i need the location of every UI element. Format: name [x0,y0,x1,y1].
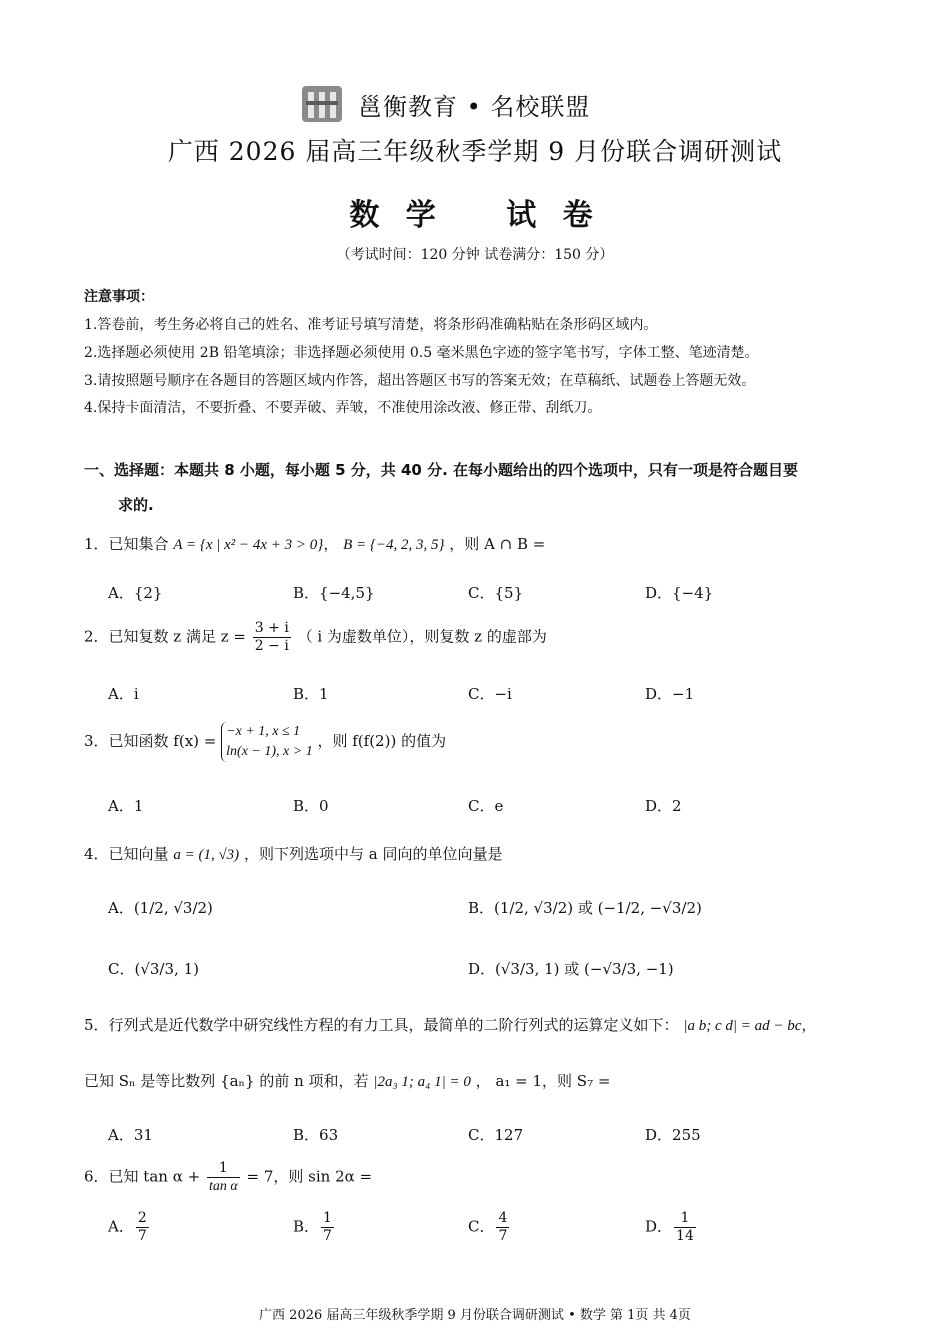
determinant-condition: |2a₃ 1; a₄ 1| = 0 [373,1074,471,1090]
option-d: D．{−4} [645,584,714,602]
notice-item: 3.请按照题号顺序在各题目的答题区域内作答，超出答题区书写的答案无效；在草稿纸、试题卷上答题无效。 [84,373,756,389]
option-d: D．−1 [645,685,695,703]
fraction: $\frac{1}{7}$ [323,1210,332,1244]
notice-item: 1.答卷前，考生务必将自己的姓名、准考证号填写清楚，将条形码准确粘贴在条形码区域内。 [84,317,658,333]
option-b: B．0 [293,797,329,815]
question-6: 6．已知 tan α + $\frac{1}{\text{tan α}}$ = 7，则 sin 2α = [84,1160,373,1194]
set-b: B = {−4, 2, 3, 5} [343,537,445,553]
piecewise-function: −x + 1, x ≤ 1 ln(x − 1), x > 1 [221,722,313,762]
subject-title [0,190,950,234]
exam-title: 广西 2026 届高三年级秋季学期 9 月份联合调研测试 [167,137,783,166]
fraction: $\frac{4}{7}$ [498,1210,508,1244]
notice-item: 4.保持卡面清洁，不要折叠、不要弄破、弄皱，不准使用涂改液、修正带、刮纸刀。 [84,400,602,416]
option-c: C．127 [468,1126,524,1144]
question-5-cont: 已知 Sₙ 是等比数列 {aₙ} 的前 n 项和，若 |2a₃ 1; a₄ 1| = 0 ， a₁ = 1，则 S₇ = [84,1072,611,1090]
option-a: A．1 [108,797,144,815]
question-3: 3．已知函数 f(x) = −x + 1, x ≤ 1 ln(x − 1), x > 1 ，则 f(f(2)) 的值为 [84,722,446,762]
question-4: 4．已知向量 a = (1, √3) ，则下列选项中与 a 同向的单位向量是 [84,845,503,863]
option-d: D．2 [645,797,682,815]
option-c: C．{5} [468,584,524,602]
option-b: B．{−4,5} [293,584,375,602]
subject-name: 数 学 [349,198,444,233]
question-1: 1．已知集合 A = {x | x² − 4x + 3 > 0}， B = {−4, 2, 3, 5} ，则 A ∩ B = [84,535,546,553]
notice-item: 2.选择题必须使用 2B 铅笔填涂；非选择题必须使用 0.5 毫米黑色字迹的签字笔书写，字体工整、笔迹清楚。 [84,345,759,361]
option-b: B． $\frac{1}{7}$ [293,1210,332,1244]
building-columns-icon [300,84,344,124]
option-b: B．1 [293,685,329,703]
section-heading: 一、选择题：本题共 8 小题，每小题 5 分，共 40 分. 在每小题给出的四个选项中，只有一项是符合题目要 [84,461,799,479]
option-a: A．(1/2, √3/2) [108,899,213,917]
header-brand [300,84,590,124]
page-footer: 广西 2026 届高三年级秋季学期 9 月份联合调研测试 • 数学 第 1页 共 4页 [259,1308,691,1323]
option-a: A． $\frac{2}{7}$ [108,1210,147,1244]
option-a: A．{2} [108,584,163,602]
set-a: A = {x | x² − 4x + 3 > 0} [173,537,324,553]
question-5: 5．行列式是近代数学中研究线性方程的有力工具，最简单的二阶行列式的运算定义如下： |a b; c d| = ad − bc， [84,1016,817,1034]
question-2: 2．已知复数 z 满足 z = $\frac{3 + i}{2 - i}$ （ i 为虚数单位），则复数 z 的虚部为 [84,620,547,654]
determinant-definition: |a b; c d| = ad − bc [683,1018,802,1034]
option-b: B．(1/2, √3/2) 或 (−1/2, −√3/2) [468,899,702,917]
notice-heading: 注意事项： [84,289,154,305]
option-d: D．255 [645,1126,701,1144]
option-a: A．31 [108,1126,153,1144]
option-c: C． $\frac{4}{7}$ [468,1210,508,1244]
exam-meta: （考试时间：120 分钟 试卷满分：150 分） [336,247,614,263]
paper-label: 试 卷 [506,198,601,233]
option-a: A．i [108,685,139,703]
option-d: D． $\frac{1}{14}$ [645,1210,694,1244]
option-c: C．e [468,797,504,815]
option-b: B．63 [293,1126,339,1144]
fraction: $\frac{3 + i}{2 - i}$ [254,620,289,654]
option-d: D．(√3/3, 1) 或 (−√3/3, −1) [468,960,674,978]
fraction: $\frac{2}{7}$ [137,1210,147,1244]
vector-a: a = (1, √3) [173,847,240,863]
option-c: C．−i [468,685,512,703]
section-heading-cont: 求的. [118,496,154,514]
org-name: 邕衡教育 • 名校联盟 [358,92,591,121]
fraction: $\frac{1}{14}$ [676,1210,694,1244]
fraction: $\frac{1}{\text{tan α}}$ [208,1160,238,1194]
option-c: C．(√3/3, 1) [108,960,199,978]
